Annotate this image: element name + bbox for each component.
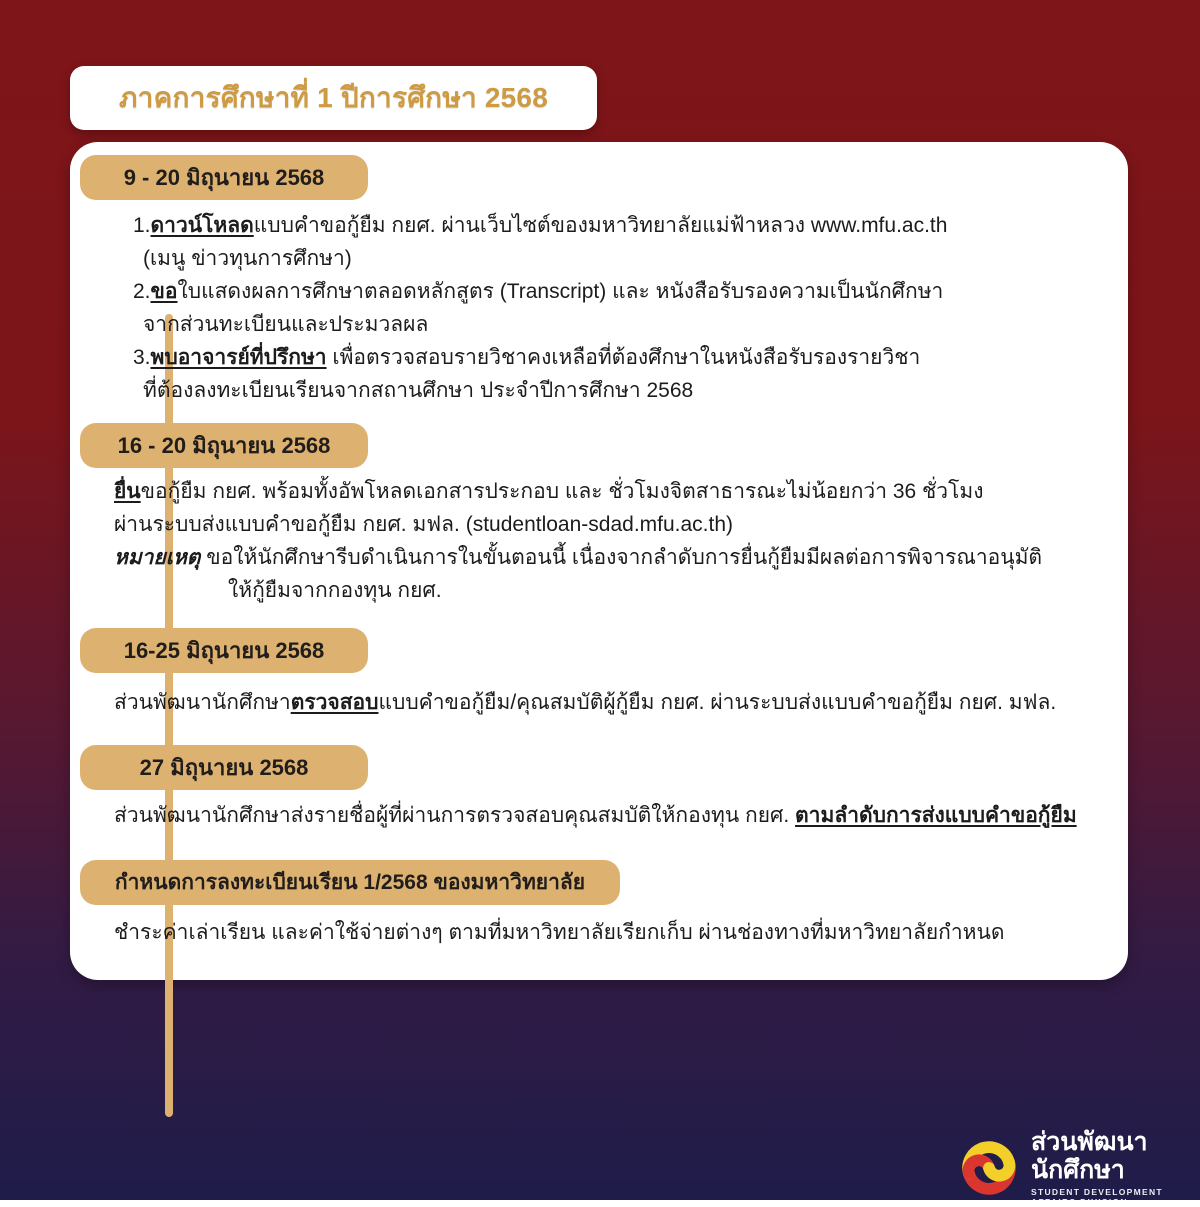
step-item <box>133 275 1093 341</box>
step-item <box>133 341 1093 407</box>
date-badge-3 <box>80 628 368 673</box>
section-3-rest: แบบคำขอกู้ยืม/คุณสมบัติผู้กู้ยืม กยศ. ผ่านระบบส่งแบบคำขอกู้ยืม กยศ. มฟล. <box>378 691 1057 714</box>
step-item <box>133 209 1093 275</box>
section-4-pre: ส่วนพัฒนานักศึกษาส่งรายชื่อผู้ที่ผ่านการตรวจสอบคุณสมบัติให้กองทุน กยศ. <box>114 804 796 827</box>
org-name-english: STUDENT DEVELOPMENT AFFAIRS DIVISION <box>1031 1187 1163 1207</box>
registration-badge-label: กำหนดการลงทะเบียนเรียน 1/2568 ของมหาวิทยาลัย <box>114 871 586 894</box>
step-text: แบบคำขอกู้ยืม กยศ. ผ่านเว็บไซต์ของมหาวิทยาลัยแม่ฟ้าหลวง www.mfu.ac.th <box>253 214 948 237</box>
date-badge-1-label: 9 - 20 มิถุนายน 2568 <box>123 165 325 190</box>
date-badge-3-label: 16-25 มิถุนายน 2568 <box>123 638 325 663</box>
section-3-text <box>114 686 1124 719</box>
step-text-cont: ที่ต้องลงทะเบียนเรียนจากสถานศึกษา ประจำปีการศึกษา 2568 <box>143 379 694 402</box>
date-badge-4 <box>80 745 368 790</box>
step-text-cont: จากส่วนทะเบียนและประมวลผล <box>143 313 429 336</box>
section-4-keyword: ตามลำดับการส่งแบบคำขอกู้ยืม <box>795 804 1077 827</box>
page-title: ภาคการศึกษาที่ 1 ปีการศึกษา 2568 <box>119 82 548 113</box>
date-badge-4-label: 27 มิถุนายน 2568 <box>139 755 309 780</box>
step-number: 3. <box>133 346 151 369</box>
date-badge-2-label: 16 - 20 มิถุนายน 2568 <box>117 433 331 458</box>
step-number: 2. <box>133 280 151 303</box>
date-badge-1 <box>80 155 368 200</box>
step-keyword: พบอาจารย์ที่ปรึกษา <box>150 346 327 369</box>
note-label: หมายเหตุ <box>114 546 201 569</box>
section-3-keyword: ตรวจสอบ <box>290 691 379 714</box>
section-2-rest: ขอกู้ยืม กยศ. พร้อมทั้งอัพโหลดเอกสารประกอบ และ ชั่วโมงจิตสาธารณะไม่น้อยกว่า 36 ชั่วโมง <box>140 480 984 503</box>
org-name-thai: ส่วนพัฒนานักศึกษา <box>1031 1128 1148 1184</box>
sdad-logo-icon <box>960 1139 1018 1197</box>
section-2-note <box>114 541 1114 607</box>
section-1-steps <box>133 209 1093 407</box>
note-text: ขอให้นักศึกษารีบดำเนินการในขั้นตอนนี้ เนื่องจากลำดับการยื่นกู้ยืมมีผลต่อการพิจารณาอนุมัติ <box>200 546 1043 569</box>
step-text-cont: (เมนู ข่าวทุนการศึกษา) <box>143 247 352 270</box>
section-2-text <box>114 475 1114 607</box>
org-text <box>1031 1128 1200 1207</box>
note-text-cont: ให้กู้ยืมจากกองทุน กยศ. <box>228 579 442 602</box>
section-2-line-2: ผ่านระบบส่งแบบคำขอกู้ยืม กยศ. มฟล. (studentloan-sdad.mfu.ac.th) <box>114 513 734 536</box>
step-keyword: ขอ <box>150 280 178 303</box>
step-number: 1. <box>133 214 151 237</box>
section-2-line-1 <box>114 475 1114 508</box>
step-text: เพื่อตรวจสอบรายวิชาคงเหลือที่ต้องศึกษาในหนังสือรับรองรายวิชา <box>326 346 921 369</box>
section-2-keyword: ยื่น <box>114 480 141 503</box>
date-badge-2 <box>80 423 368 468</box>
title-bar <box>70 66 597 130</box>
section-3-pre: ส่วนพัฒนานักศึกษา <box>114 691 291 714</box>
step-keyword: ดาวน์โหลด <box>150 214 254 237</box>
step-text: ใบแสดงผลการศึกษาตลอดหลักสูตร (Transcript) และ หนังสือรับรองความเป็นนักศึกษา <box>177 280 944 303</box>
section-5-text: ชำระค่าเล่าเรียน และค่าใช้จ่ายต่างๆ ตามที่มหาวิทยาลัยเรียกเก็บ ผ่านช่องทางที่มหาวิทยาลัยกำหนด <box>114 921 1005 944</box>
registration-badge <box>80 860 620 905</box>
footer-brand <box>960 1128 1200 1207</box>
section-4-text <box>114 799 1124 832</box>
